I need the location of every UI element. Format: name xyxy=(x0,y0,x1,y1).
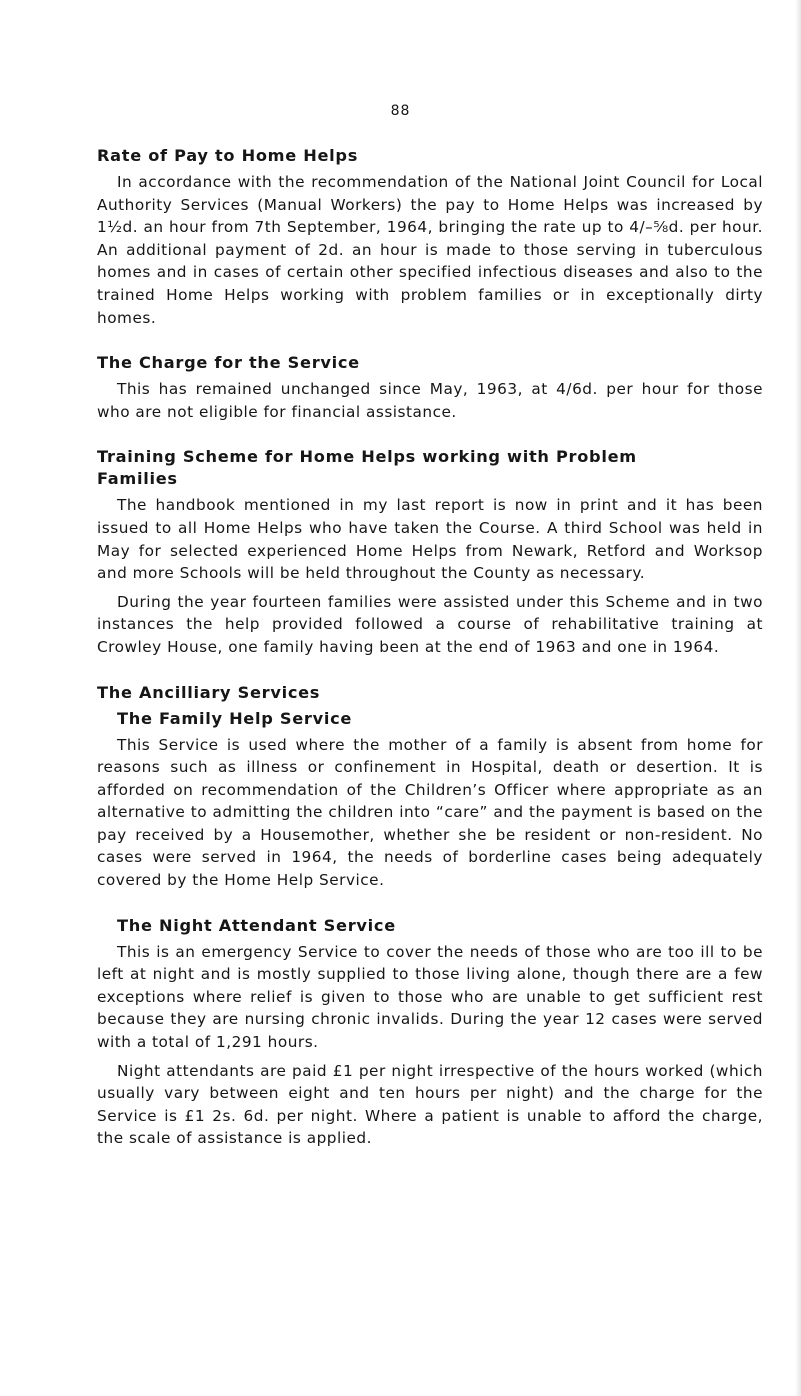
paragraph: This Service is used where the mother of a family is absent from home for reasons such as illness or confinement in Hospital, death or desertion. It is afforded on recommendation of the Children’s Officer where appropriate as an alternative to admitting the children into “care” and the payment is based on the pay received by a Housemother, whether she be resident or non-resident. No cases were served in 1964, the needs of borderline cases being adequately covered by the Home Help Service. xyxy=(97,735,763,890)
section-rate-of-pay xyxy=(97,145,763,329)
paragraph: The handbook mentioned in my last report is now in print and it has been issued to all Home Helps who have taken the Course. A third School was held in May for selected experienced Home Helps from Newark, Retford and Worksop and more Schools will be held throughout the County as necessary. xyxy=(97,496,763,583)
paragraph: Night attendants are paid £1 per night irrespective of the hours worked (which usually vary between eight and ten hours per night) and the charge for the Service is £1 2s. 6d. per night. Where a patient is unable to afford the charge, the scale of assistance is applied. xyxy=(97,1061,763,1148)
section-heading: Rate of Pay to Home Helps xyxy=(97,146,359,165)
section-charge-for-service xyxy=(97,352,763,423)
page-edge-shadow xyxy=(795,0,801,1396)
section-subheading: The Family Help Service xyxy=(117,708,353,728)
document-body xyxy=(97,145,763,1173)
section-heading: The Charge for the Service xyxy=(97,353,360,373)
paragraph: This is an emergency Service to cover the needs of those who are too ill to be left at night and is mostly supplied to those living alone, though there are a few exceptions where relief is given to those who are unable to get sufficient rest because they are nursing chronic invalids. During the year 12 cases were served with a total of 1,291 hours. xyxy=(97,942,763,1052)
page-number: 88 xyxy=(390,103,411,119)
paragraph: In accordance with the recommendation of the National Joint Council for Local Authority Services (Manual Workers) the pay to Home Helps was increased by 1½d. an hour from 7th September, 1964, bringing the rate up to 4/–⅝d. per hour. An additional payment of 2d. an hour is made to those serving in tuberculous homes and in cases of certain other specified infectious diseases and also to the trained Home Helps working with problem families or in exceptionally dirty homes. xyxy=(97,173,763,327)
section-night-attendant xyxy=(97,915,763,1150)
section-heading: The Ancilliary Services xyxy=(97,682,321,702)
paragraph: This has remained unchanged since May, 1963, at 4/6d. per hour for those who are not eligible for financial assistance. xyxy=(97,380,763,421)
section-heading: The Night Attendant Service xyxy=(117,915,396,935)
section-ancilliary-services xyxy=(97,682,763,892)
section-heading: Training Scheme for Home Helps working with Problem Families xyxy=(97,447,637,489)
paragraph: During the year fourteen families were assisted under this Scheme and in two instances the help provided followed a course of rehabilitative training at Crowley House, one family having been at the end of 1963 and one in 1964. xyxy=(97,592,763,656)
section-training-scheme xyxy=(97,446,763,658)
